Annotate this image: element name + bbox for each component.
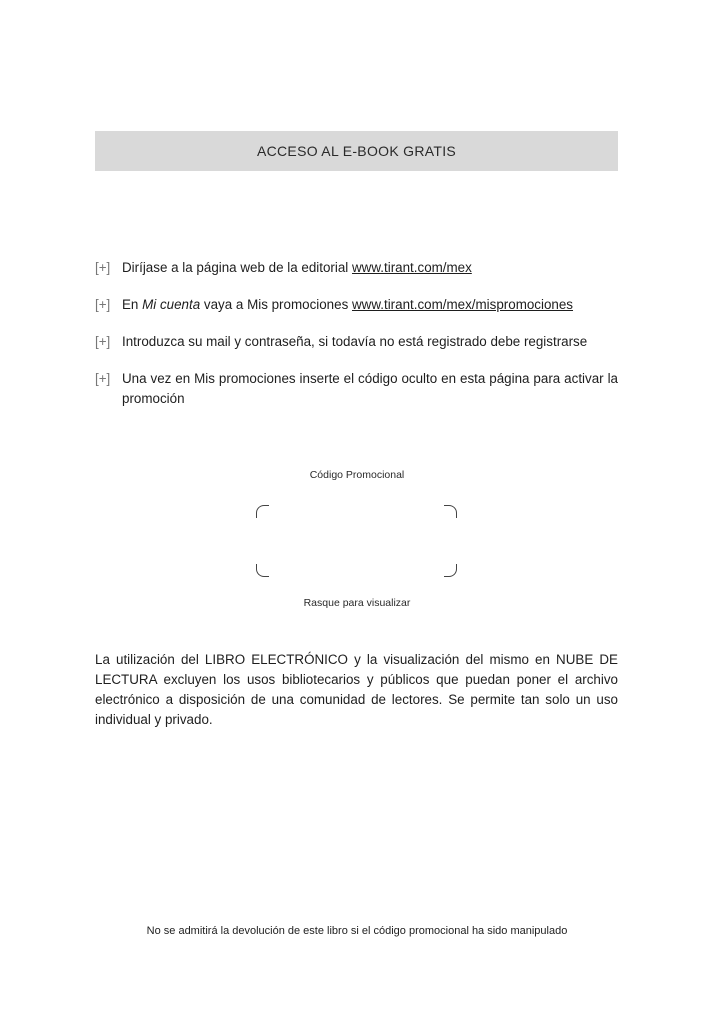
corner-mark <box>256 505 269 518</box>
step-text <box>122 295 618 315</box>
scratch-code-area[interactable] <box>256 505 457 577</box>
list-item <box>95 369 618 409</box>
publisher-website-link[interactable]: www.tirant.com/mex <box>352 260 472 275</box>
instructions-list <box>95 258 618 426</box>
legal-notice: La utilización del LIBRO ELECTRÓNICO y la visualización del mismo en NUBE DE LECTURA excluyen los usos bibliotecarios y públicos que puedan poner el archivo electrónico a disposición de una comunidad de lectores. Se permite tan solo un uso individual y privado. <box>95 652 618 727</box>
bullet-marker: [+] <box>95 334 111 349</box>
list-item <box>95 295 618 315</box>
corner-mark <box>444 564 457 577</box>
bullet-marker: [+] <box>95 260 111 275</box>
list-item <box>95 258 618 278</box>
section-title: ACCESO AL E-BOOK GRATIS <box>256 143 457 159</box>
bullet-marker: [+] <box>95 371 111 386</box>
step-text: Una vez en Mis promociones inserte el código oculto en esta página para activar la promoción <box>122 371 618 406</box>
step-text-main: vaya a Mis promociones <box>200 297 352 312</box>
scratch-hint: Rasque para visualizar <box>303 597 411 609</box>
promotions-link[interactable]: www.tirant.com/mex/mispromociones <box>352 297 574 312</box>
bullet-marker: [+] <box>95 297 111 312</box>
corner-mark <box>256 564 269 577</box>
step-text-emphasis: Mi cuenta <box>142 297 201 312</box>
step-text-prefix: En <box>122 297 143 312</box>
promo-code-label: Código Promocional <box>309 469 405 481</box>
step-text <box>122 258 618 278</box>
step-text-main: Diríjase a la página web de la editorial <box>122 260 353 275</box>
corner-mark <box>444 505 457 518</box>
list-item <box>95 332 618 352</box>
section-header <box>95 131 618 171</box>
step-text: Introduzca su mail y contraseña, si todavía no está registrado debe registrarse <box>122 334 588 349</box>
footer-note: No se admitirá la devolución de este libro si el código promocional ha sido manipulado <box>146 925 568 937</box>
